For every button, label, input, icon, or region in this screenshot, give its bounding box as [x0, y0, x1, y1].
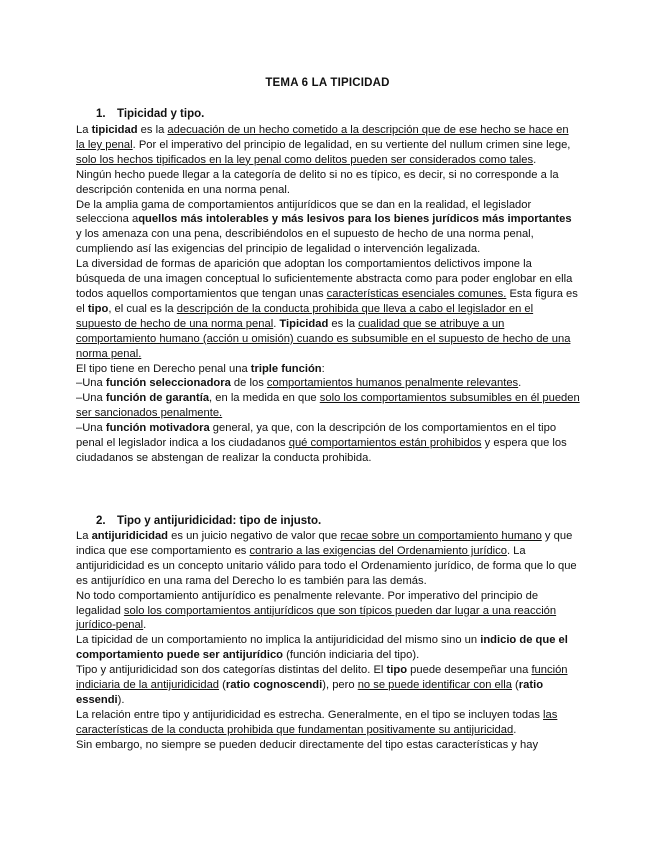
underlined-text: cualidad que se atribuye a un comportamiento humano (acción u omisión) cuando es subsumible en el supuesto de hecho de una norma penal.	[76, 317, 571, 360]
text-run: ), pero	[322, 679, 358, 692]
text-run: ).	[117, 693, 125, 706]
text-run: La	[76, 124, 92, 136]
text-run: y que indica que ese comportamiento es	[76, 530, 573, 557]
bold-text: función seleccionadora	[105, 377, 231, 390]
text-run: La	[76, 530, 92, 542]
underlined-text: no se puede identificar con ella	[357, 679, 512, 692]
underlined-text: recae sobre un comportamiento humano	[340, 530, 542, 542]
text-run: puede desempeñar una	[407, 664, 532, 677]
text-run: La relación entre tipo y antijuridicidad es estrecha. Generalmente, en el tipo se incluyen todas	[76, 708, 544, 721]
underlined-text: las características de la conducta prohibida que fundamentan positivamente su antijuricidad	[76, 708, 558, 736]
section-number-1: 1.	[96, 108, 106, 120]
text-run: De la amplia gama de comportamientos antijurídicos que se dan en la realidad, el legislador selecciona a	[76, 198, 532, 226]
text-run: :	[321, 362, 325, 375]
paragraph	[76, 391, 580, 421]
text-run: , el cual es la	[108, 302, 177, 315]
text-run: –Una	[76, 422, 106, 435]
text-run: y los amenaza con una pena, describiéndolos en el supuesto de hecho de una norma penal, cumpliendo así las exigencias del principio de legalidad o intervención legalizada.	[76, 228, 534, 256]
text-run: . La antijuridicidad es un concepto unitario válido para todo el Ordenamiento jurídico, de forma que lo que es antijurídico en una rama del Derecho lo es también para las demás.	[76, 544, 577, 587]
text-run: Ningún hecho puede llegar a la categoría de delito si no es típico, es decir, si no corresponde a la descripción contenida en una norma penal.	[76, 168, 559, 196]
paragraph	[76, 738, 580, 753]
text-run: El tipo tiene en Derecho penal una	[76, 362, 251, 375]
bold-text: indicio de que el comportamiento puede ser antijurídico	[76, 634, 568, 662]
paragraph	[76, 708, 580, 738]
text-run: Sin embargo, no siempre se pueden deducir directamente del tipo estas características y hay	[76, 738, 539, 751]
text-run: .	[533, 153, 537, 166]
paragraph	[76, 376, 580, 391]
bold-text: tipo	[87, 302, 109, 315]
text-run: es la	[137, 124, 168, 136]
paragraph	[76, 362, 580, 377]
underlined-text: contrario a las exigencias del Ordenamiento jurídico	[249, 544, 507, 557]
paragraph	[76, 198, 580, 258]
paragraph	[76, 123, 580, 168]
text-run: .	[518, 377, 522, 390]
text-run: No todo comportamiento antijurídico es penalmente relevante. Por imperativo del principio de legalidad	[76, 589, 539, 617]
bold-text: tipo	[386, 664, 408, 677]
underlined-text: descripción de la conducta prohibida que lleva a cabo el legislador en el supuesto de hecho de una norma penal	[76, 302, 534, 330]
underlined-text: solo los comportamientos subsumibles en él pueden ser sancionados penalmente.	[76, 392, 580, 420]
section-title-1: Tipicidad y tipo.	[117, 108, 205, 120]
underlined-text: función indiciaria de la antijuridicidad	[76, 664, 568, 692]
section-body-2	[76, 529, 580, 753]
text-run: Esta figura es el	[76, 287, 578, 315]
bold-text: tipicidad	[91, 124, 138, 136]
text-run: (función indiciaria del tipo).	[283, 649, 420, 662]
bold-text: antijuridicidad	[91, 530, 169, 542]
document-title: TEMA 6 LA TIPICIDAD	[265, 77, 390, 89]
paragraph	[76, 421, 580, 466]
paragraph	[76, 529, 580, 589]
text-run: .	[513, 723, 517, 736]
text-run: –Una	[76, 392, 106, 405]
text-run: (	[511, 679, 519, 692]
underlined-text: características esenciales comunes.	[326, 287, 507, 300]
bold-text: triple función	[250, 362, 322, 375]
section-heading-2	[96, 515, 321, 527]
text-run: .	[143, 619, 147, 632]
text-run: . Por el imperativo del principio de legalidad, en su vertiente del nullum crimen sine lege,	[132, 138, 571, 151]
underlined-text: adecuación de un hecho cometido a la descripción que de ese hecho se hace en la ley penal	[76, 124, 569, 151]
underlined-text: solo los hechos tipificados en la ley penal como delitos pueden ser considerados como tales	[76, 153, 534, 166]
bold-text: Tipicidad	[279, 317, 329, 330]
paragraph	[76, 663, 580, 708]
text-run: de los	[230, 377, 267, 390]
bold-text: función motivadora	[105, 422, 210, 435]
paragraph	[76, 589, 580, 634]
bold-text: función de garantía	[105, 392, 210, 405]
section-body-1	[76, 123, 580, 466]
underlined-text: qué comportamientos están prohibidos	[288, 437, 482, 450]
text-run: , en la medida en que	[209, 392, 320, 405]
bold-text: quellos más intolerables y más lesivos para los bienes jurídicos más importantes	[138, 213, 572, 226]
paragraph	[76, 168, 580, 198]
text-run: –Una	[76, 377, 106, 390]
bold-text: ratio essendi	[76, 679, 544, 706]
bold-text: ratio cognoscendi	[225, 679, 323, 692]
text-run: (	[219, 679, 226, 692]
underlined-text: solo los comportamientos antijurídicos que son típicos pueden dar lugar a una reacción jurídico-penal	[76, 604, 557, 632]
text-run: es un juicio negativo de valor que	[168, 530, 341, 542]
paragraph	[76, 257, 580, 361]
section-number-2: 2.	[96, 515, 106, 527]
text-run: La diversidad de formas de aparición que adoptan los comportamientos delictivos impone la búsqueda de una imagen conceptual lo suficientemente abstracta como para poder englobar en ella todos aquellos comportamientos que tengan unas	[76, 258, 573, 300]
paragraph	[76, 633, 580, 663]
text-run: Tipo y antijuridicidad son dos categorías distintas del delito. El	[76, 664, 387, 677]
text-run: y espera que los ciudadanos se abstengan de realizar la conducta prohibida.	[76, 437, 567, 464]
text-run: La tipicidad de un comportamiento no implica la antijuridicidad del mismo sino un	[76, 634, 481, 647]
text-run: general, ya que, con la descripción de los comportamientos en el tipo penal el legislador indica a los ciudadanos	[76, 422, 557, 450]
text-run: .	[273, 317, 280, 330]
section-heading-1	[96, 108, 204, 120]
text-run: es la	[328, 317, 359, 330]
underlined-text: comportamientos humanos penalmente relevantes	[266, 377, 519, 390]
section-title-2: Tipo y antijuridicidad: tipo de injusto.	[117, 515, 322, 527]
